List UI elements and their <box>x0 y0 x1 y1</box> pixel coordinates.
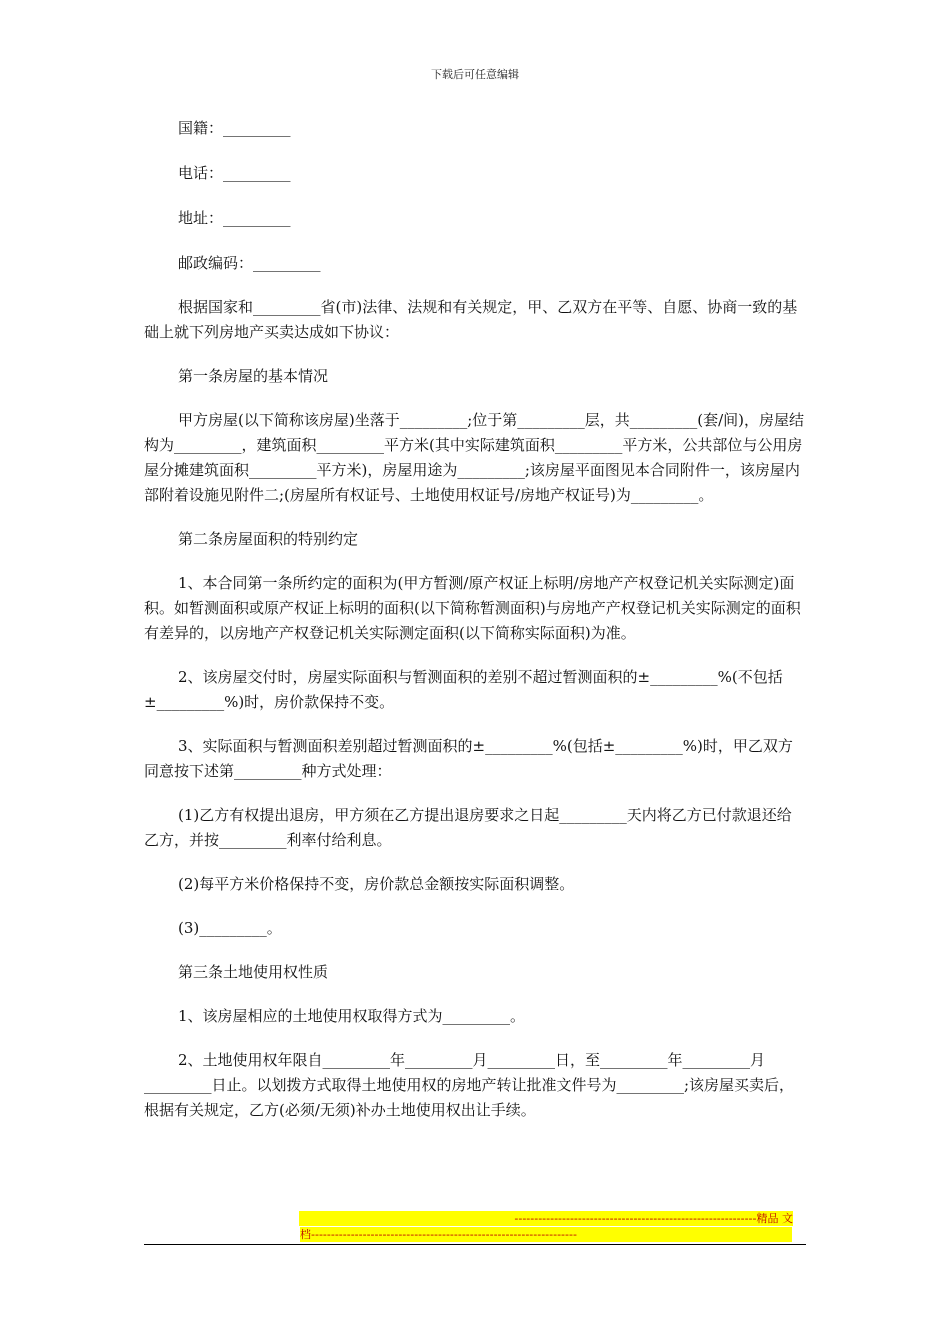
article-2-clause-2: 2、该房屋交付时，房屋实际面积与暂测面积的差别不超过暂测面积的±_________%(不包括±_________%)时，房价款保持不变。 <box>144 668 783 711</box>
article-2-heading: 第二条房屋面积的特别约定 <box>178 530 359 548</box>
phone-field: 电话：_________ <box>178 164 291 182</box>
article-2-option-1: (1)乙方有权提出退房，甲方须在乙方提出退房要求之日起_________天内将乙方已付款退还给乙方，并按_________利率付给利息。 <box>144 806 792 849</box>
article-1-heading: 第一条房屋的基本情况 <box>178 367 329 385</box>
article-2-option-3: (3)_________。 <box>178 919 282 937</box>
preamble-paragraph: 根据国家和_________省(市)法律、法规和有关规定，甲、乙双方在平等、自愿、协商一致的基础上就下列房地产买卖达成如下协议： <box>144 298 798 341</box>
article-3-clause-2: 2、土地使用权年限自_________年_________月_________日，至_________年_________月_________日止。以划拨方式取得土地使用权的房地产转让批准文件号为_________;该房屋买卖后，根据有关规定，乙方(必须/无须)补办土地使用权出让手续。 <box>144 1051 795 1119</box>
article-2-option-2: (2)每平方米价格保持不变，房价款总金额按实际面积调整。 <box>178 875 575 893</box>
document-body <box>144 116 806 1123</box>
footer-watermark-line-1: -------------------------------------------------------------精品 文 <box>299 1211 793 1226</box>
article-2-clause-1: 1、本合同第一条所约定的面积为(甲方暂测/原产权证上标明/房地产产权登记机关实际测定)面积。如暂测面积或原产权证上标明的面积(以下简称暂测面积)与房地产产权登记机关实际测定的面积有差异的，以房地产产权登记机关实际测定面积(以下简称实际面积)为准。 <box>144 574 801 642</box>
postal-code-field: 邮政编码：_________ <box>178 254 321 272</box>
article-1-paragraph: 甲方房屋(以下简称该房屋)坐落于_________;位于第_________层，共_________(套/间)，房屋结构为_________，建筑面积_________平方米(其中实际建筑面积_________平方米，公共部位与公用房屋分摊建筑面积_________平方米)，房屋用途为_________;该房屋平面图见本合同附件一，该房屋内部附着设施见附件二;(房屋所有权证号、土地使用权证号/房地产权证号)为_________。 <box>144 411 805 504</box>
page-header: 下载后可任意编辑 <box>431 68 519 81</box>
footer-watermark-line-2: 档------------------------------------------------------------------- <box>300 1227 792 1242</box>
footer-rule <box>144 1244 806 1245</box>
address-field: 地址：_________ <box>178 209 291 227</box>
article-3-heading: 第三条土地使用权性质 <box>178 963 329 981</box>
nationality-field: 国籍：_________ <box>178 119 291 137</box>
article-2-clause-3: 3、实际面积与暂测面积差别超过暂测面积的±_________%(包括±_________%)时，甲乙双方同意按下述第_________种方式处理： <box>144 737 793 780</box>
article-3-clause-1: 1、该房屋相应的土地使用权取得方式为_________。 <box>178 1007 526 1025</box>
